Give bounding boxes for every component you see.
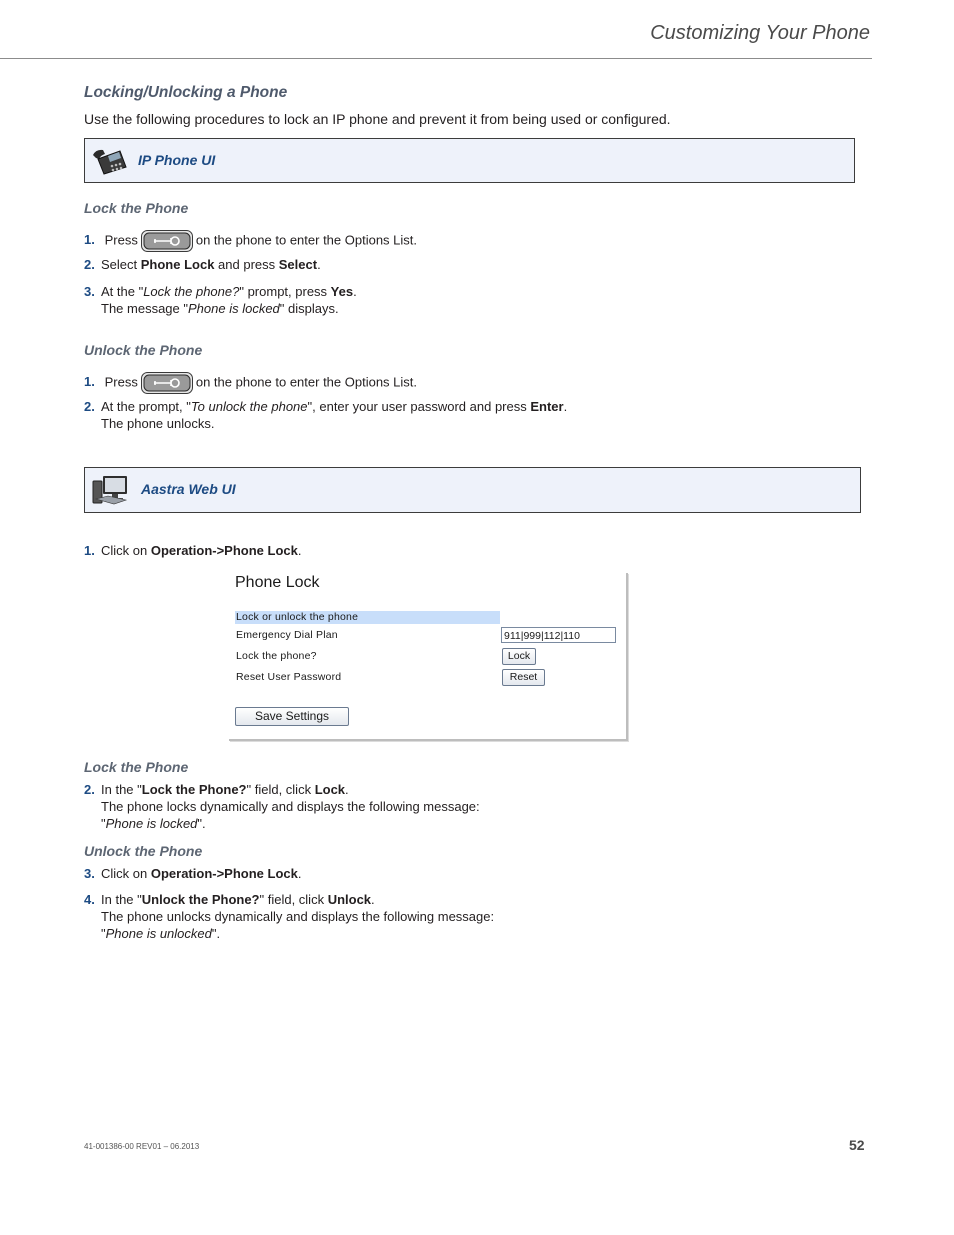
step-text: Press (104, 232, 138, 248)
step-text: " (101, 816, 106, 831)
step-text: Select (101, 257, 141, 272)
lock-phone-label: Lock the phone? (236, 650, 317, 662)
ip-phone-ui-label: IP Phone UI (138, 152, 216, 168)
web-lock-step-2 (84, 781, 480, 832)
step-number: 2. (84, 399, 95, 414)
ip-lock-step-2 (84, 256, 321, 273)
message-text: Phone is locked (188, 301, 280, 316)
footer-doc-id: 41-001386-00 REV01 – 06.2013 (84, 1142, 200, 1151)
web-unlock-step-3 (84, 865, 301, 882)
step-text: and press (214, 257, 279, 272)
step-text: " field, click (259, 892, 328, 907)
step-text: In the " (101, 892, 142, 907)
step-text: . (345, 782, 349, 797)
save-settings-button[interactable]: Save Settings (235, 707, 349, 726)
step-text: . (563, 399, 568, 414)
dial-plan-label: Emergency Dial Plan (236, 629, 338, 641)
ip-lock-step-1 (84, 230, 417, 252)
unlock-term: Unlock (327, 892, 372, 907)
section-title: Locking/Unlocking a Phone (84, 84, 288, 101)
step-number: 1. (84, 232, 95, 248)
panel-title: Phone Lock (235, 574, 320, 591)
prompt-text: Lock the phone? (143, 284, 240, 299)
phone-lock-term: Phone Lock (140, 257, 215, 272)
field-name: Unlock the Phone? (141, 892, 260, 907)
message-text: Phone is unlocked (105, 926, 212, 941)
options-key-icon (141, 230, 193, 252)
page-number: 52 (849, 1137, 865, 1153)
header-rule (0, 58, 872, 59)
prompt-text: To unlock the phone (190, 399, 308, 414)
dial-plan-input[interactable]: 911|999|112|110 (501, 627, 616, 643)
step-text: " prompt, press (239, 284, 331, 299)
web-unlock-heading: Unlock the Phone (84, 843, 203, 859)
lock-button[interactable]: Lock (502, 648, 536, 665)
step-text: The phone unlocks. (101, 416, 215, 431)
web-ui-banner (84, 467, 861, 513)
step-number: 2. (84, 257, 95, 272)
yes-term: Yes (330, 284, 354, 299)
step-text: ". (211, 926, 221, 941)
step-text: At the " (101, 284, 144, 299)
web-step-1 (84, 542, 301, 559)
reset-button[interactable]: Reset (502, 669, 545, 686)
step-text: " (101, 926, 106, 941)
select-term: Select (278, 257, 318, 272)
section-intro: Use the following procedures to lock an IP phone and prevent it from being used or configured. (84, 111, 671, 127)
step-number: 2. (84, 782, 95, 797)
step-text: In the " (101, 782, 142, 797)
step-text: The message " (101, 301, 188, 316)
section-header-label: Lock or unlock the phone (236, 611, 359, 623)
phone-lock-panel (229, 573, 628, 741)
step-text: Click on (101, 543, 151, 558)
step-text: The phone unlocks dynamically and displays the following message: (101, 909, 495, 924)
menu-path: Operation->Phone Lock (150, 866, 298, 881)
step-text: The phone locks dynamically and displays the following message: (101, 799, 480, 814)
step-text: ". (197, 816, 206, 831)
step-number: 3. (84, 866, 95, 881)
ip-unlock-step-2 (84, 398, 567, 432)
step-text: . (353, 284, 357, 299)
web-lock-heading: Lock the Phone (84, 759, 189, 775)
step-text: Click on (101, 866, 151, 881)
step-text: " field, click (246, 782, 315, 797)
ip-unlock-heading: Unlock the Phone (84, 342, 203, 358)
step-text: ", enter your user password and press (307, 399, 531, 414)
desk-phone-icon (90, 145, 128, 175)
step-number: 3. (84, 284, 95, 299)
step-text: . (297, 543, 302, 558)
message-text: Phone is locked (105, 816, 198, 831)
web-ui-label: Aastra Web UI (141, 481, 236, 497)
menu-path: Operation->Phone Lock (150, 543, 298, 558)
step-text: At the prompt, " (101, 399, 191, 414)
step-text: on the phone to enter the Options List. (195, 374, 418, 390)
step-number: 4. (84, 892, 95, 907)
step-text: . (317, 257, 321, 272)
field-name: Lock the Phone? (141, 782, 247, 797)
step-text: . (297, 866, 302, 881)
enter-term: Enter (530, 399, 564, 414)
computer-icon (90, 473, 130, 507)
step-text: " displays. (279, 301, 339, 316)
step-text: Press (104, 374, 138, 390)
step-number: 1. (84, 543, 95, 558)
step-number: 1. (84, 374, 95, 390)
ip-lock-heading: Lock the Phone (84, 200, 189, 216)
step-text: . (371, 892, 375, 907)
ip-phone-ui-banner (84, 138, 855, 183)
running-header-title: Customizing Your Phone (650, 22, 870, 44)
step-text: on the phone to enter the Options List. (195, 232, 418, 248)
web-unlock-step-4 (84, 891, 494, 942)
reset-password-label: Reset User Password (236, 671, 342, 683)
lock-term: Lock (314, 782, 346, 797)
options-key-icon (141, 372, 193, 394)
ip-unlock-step-1 (84, 372, 417, 394)
ip-lock-step-3 (84, 283, 357, 317)
